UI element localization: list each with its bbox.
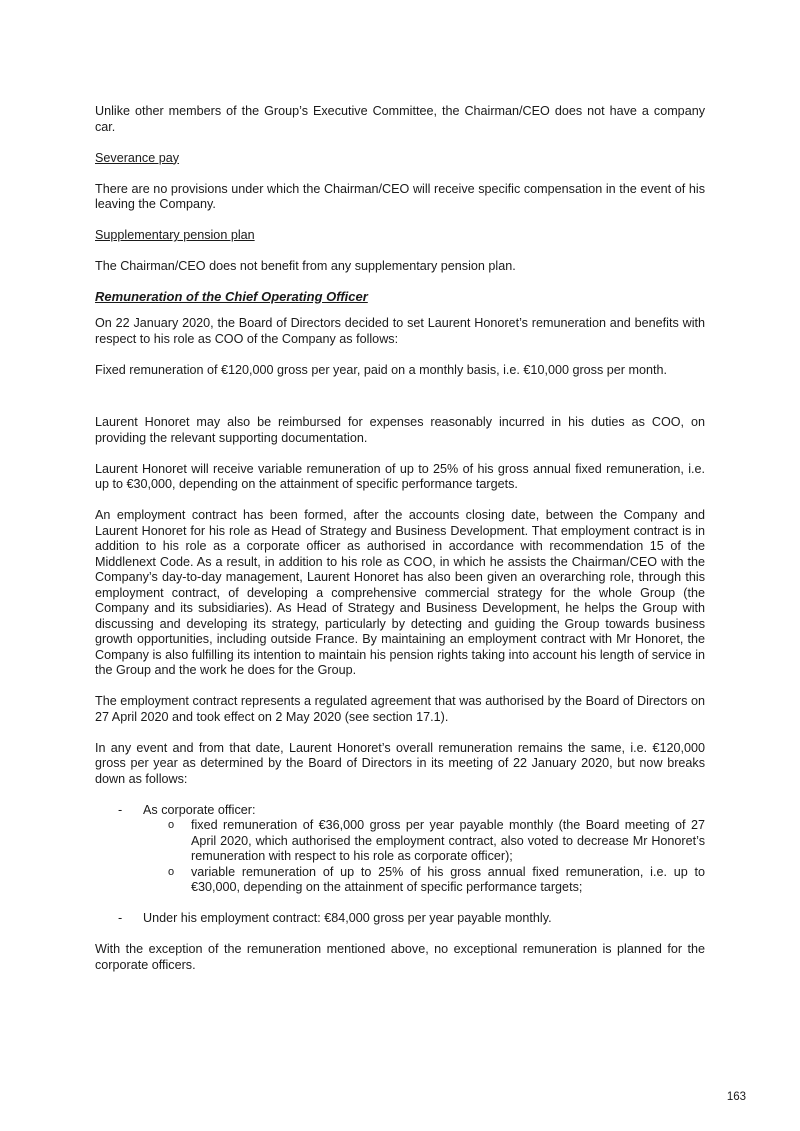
employment-contract-paragraph: An employment contract has been formed, after the accounts closing date, between the Company and Laurent Honoret for his role as Head of Strategy and Business Development. That employment contract is in addition to his role as a corporate officer as authorised in accordance with recommendation 15 of the Middlenext Code. As a result, in addition to his role as COO, in which he assists the Chairman/CEO with the Company’s day-to-day management, Laurent Honoret has also been given an overarching role, through this employment contract, of developing a comprehensive commercial strategy for the whole Group (the Company and its subsidiaries). As Head of Strategy and Business Development, he helps the Group with discussing and developing its strategy, particularly by detecting and guiding the Group towards business growth opportunities, including outside France. By maintaining an employment contract with Mr Honoret, the Company is also fulfilling its intention to maintain his pension rights taking into account his length of service in the Group and the work he does for the Group. (95, 508, 705, 677)
closing-paragraph: With the exception of the remuneration mentioned above, no exceptional remuneration is planned for the corporate officers. (95, 942, 705, 972)
severance-pay-heading: Severance pay (95, 150, 180, 165)
list-dash-marker: - (118, 802, 123, 817)
company-car-paragraph: Unlike other members of the Group’s Executive Committee, the Chairman/CEO does not have a company car. (95, 104, 705, 134)
fixed-remuneration-sub-item (95, 818, 705, 865)
document-body (95, 104, 705, 989)
corporate-officer-list-item (95, 803, 705, 896)
list-dash-marker: - (118, 911, 123, 925)
pension-plan-heading: Supplementary pension plan (95, 228, 255, 242)
regulated-agreement-paragraph: The employment contract represents a regulated agreement that was authorised by the Board of Directors on 27 April 2020 and took effect on 2 May 2020 (see section 17.1). (95, 694, 705, 724)
bullet-marker: o (168, 865, 175, 878)
severance-paragraph: There are no provisions under which the Chairman/CEO will receive specific compensation in the event of his leaving the Company. (95, 181, 705, 211)
bullet-marker: o (168, 819, 175, 831)
page-number: 163 (726, 1091, 746, 1103)
corporate-officer-sub-list (95, 818, 705, 896)
employment-contract-label: Under his employment contract: €84,000 gross per year payable monthly. (143, 911, 552, 925)
employment-contract-list-item (95, 911, 705, 927)
coo-remuneration-heading: Remuneration of the Chief Operating Officer (95, 288, 368, 304)
variable-remuneration-paragraph: Laurent Honoret will receive variable remuneration of up to 25% of his gross annual fixed remuneration, i.e. up to €30,000, depending on the attainment of specific performance targets. (95, 461, 705, 491)
overall-remuneration-paragraph: In any event and from that date, Laurent Honoret’s overall remuneration remains the same, i.e. €120,000 gross per year as determined by the Board of Directors in its meeting of 22 January 2020, but now breaks down as follows: (95, 740, 705, 786)
board-decision-paragraph: On 22 January 2020, the Board of Directors decided to set Laurent Honoret’s remuneration and benefits with respect to his role as COO of the Company as follows: (95, 316, 705, 346)
variable-remuneration-sub-text: variable remuneration of up to 25% of his gross annual fixed remuneration, i.e. up to €30,000, depending on the attainment of specific performance targets; (191, 864, 705, 894)
fixed-remuneration-paragraph: Fixed remuneration of €120,000 gross per year, paid on a monthly basis, i.e. €10,000 gross per month. (95, 362, 667, 377)
pension-paragraph: The Chairman/CEO does not benefit from any supplementary pension plan. (95, 259, 516, 273)
expenses-paragraph: Laurent Honoret may also be reimbursed for expenses reasonably incurred in his duties as COO, on providing the relevant supporting documentation. (95, 415, 705, 445)
corporate-officer-label: As corporate officer: (143, 802, 256, 817)
fixed-remuneration-sub-text: fixed remuneration of €36,000 gross per year payable monthly (the Board meeting of 27 April 2020, which authorised the employment contract, also voted to decrease Mr Honoret’s remuneration with respect to his role as corporate officer); (191, 818, 705, 863)
variable-remuneration-sub-item (95, 865, 705, 896)
